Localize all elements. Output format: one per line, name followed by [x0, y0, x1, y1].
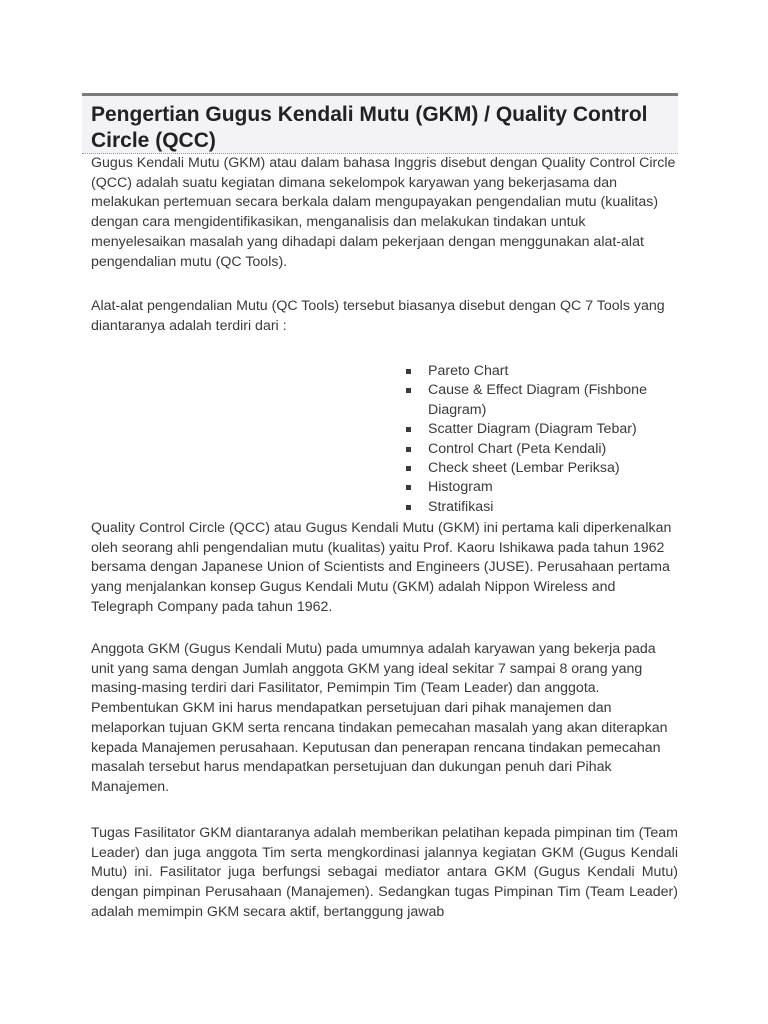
- qc-tools-list: [404, 362, 676, 517]
- title-banner: [82, 93, 678, 154]
- list-item: [404, 498, 676, 517]
- list-item-label: Stratifikasi: [428, 498, 494, 515]
- page-title: Pengertian Gugus Kendali Mutu (GKM) / Quality Control Circle (QCC): [91, 103, 648, 152]
- list-item: [404, 362, 676, 381]
- list-item: [404, 478, 676, 497]
- list-item: [404, 459, 676, 478]
- list-item-label: Control Chart (Peta Kendali): [428, 440, 607, 457]
- list-item-label: Pareto Chart: [428, 363, 509, 379]
- bullet-icon: [406, 427, 411, 432]
- bullet-icon: [406, 447, 411, 452]
- bullet-icon: [406, 505, 411, 510]
- list-item-label: Cause & Effect Diagram (Fishbone Diagram): [428, 382, 647, 418]
- intro-paragraph: Gugus Kendali Mutu (GKM) atau dalam bahasa Inggris disebut dengan Quality Control Circle (QCC) adalah suatu kegiatan dimana sekelompok karyawan yang bekerjasama dan melakukan pertemuan secara berkala dalam mengupayakan pengendalian mutu (kualitas) dengan cara mengidentifikasikan, menganalisis dan melakukan tindakan untuk menyelesaikan masalah yang dihadapi dalam pekerjaan dengan menggunakan alat-alat pengendalian mutu (QC Tools).: [91, 155, 676, 270]
- bullet-icon: [406, 485, 411, 490]
- list-item-label: Scatter Diagram (Diagram Tebar): [428, 421, 637, 438]
- list-item: [404, 420, 676, 439]
- facilitator-paragraph: Tugas Fasilitator GKM diantaranya adalah memberikan pelatihan kepada pimpinan tim (Team Leader) dan juga anggota Tim serta mengkordinasi jalannya kegiatan GKM (Gugus Kendali Mutu) ini. Fasilitator juga berfungsi sebagai mediator antara GKM (Gugus Kendali Mutu) dengan pimpinan Perusahaan (Manajemen). Sedangkan tugas Pimpinan Tim (Team Leader) adalah memimpin GKM secara aktif, bertanggung jawab: [91, 825, 678, 920]
- bullet-icon: [406, 388, 411, 393]
- members-paragraph: Anggota GKM (Gugus Kendali Mutu) pada umumnya adalah karyawan yang bekerja pada unit yang sama dengan Jumlah anggota GKM yang ideal sekitar 7 sampai 8 orang yang masing-masing terdiri dari Fasilitator, Pemimpin Tim (Team Leader) dan anggota. Pembentukan GKM ini harus mendapatkan persetujuan dari pihak manajemen dan melaporkan tujuan GKM serta rencana tindakan pemecahan masalah yang akan diterapkan kepada Manajemen perusahaan. Keputusan dan penerapan rencana tindakan pemecahan masalah tersebut harus mendapatkan persetujuan dan dukungan penuh dari Pihak Manajemen.: [91, 641, 668, 795]
- list-item: [404, 440, 676, 459]
- list-item-label: Check sheet (Lembar Periksa): [428, 460, 620, 477]
- bullet-icon: [406, 466, 411, 471]
- history-paragraph: Quality Control Circle (QCC) atau Gugus Kendali Mutu (GKM) ini pertama kali diperkenalkan oleh seorang ahli pengendalian mutu (kualitas) yaitu Prof. Kaoru Ishikawa pada tahun 1962 bersama dengan Japanese Union of Scientists and Engineers (JUSE). Perusahaan pertama yang menjalankan konsep Gugus Kendali Mutu (GKM) adalah Nippon Wireless and Telegraph Company pada tahun 1962.: [91, 520, 672, 615]
- qc-tools-intro-paragraph: Alat-alat pengendalian Mutu (QC Tools) tersebut biasanya disebut dengan QC 7 Tools yang diantaranya adalah terdiri dari :: [91, 298, 665, 334]
- list-item-label: Histogram: [428, 479, 493, 496]
- bullet-icon: [406, 369, 411, 374]
- list-item: [404, 381, 676, 420]
